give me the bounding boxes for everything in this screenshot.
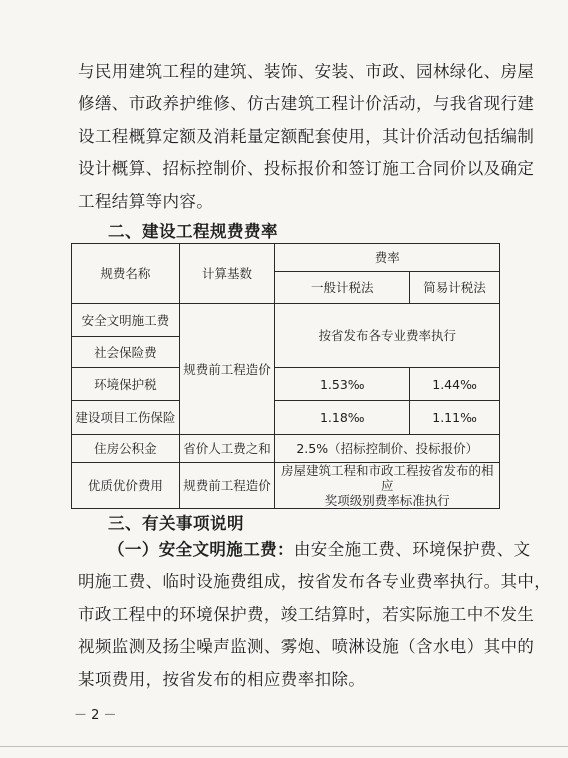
row-social-insurance: 社会保险费 xyxy=(72,337,180,368)
section3-heading: 三、有关事项说明 xyxy=(108,514,244,533)
cell-merged-rate: 按省发布各专业费率执行 xyxy=(275,304,500,368)
row-quality-fee: 优质优价费用 xyxy=(72,463,180,509)
row-injury-insurance: 建设项目工伤保险 xyxy=(72,401,180,435)
header-fee-name: 规费名称 xyxy=(72,244,180,304)
quality-rate-line: 奖项级别费率标准执行 xyxy=(324,493,450,508)
intro-line: 工程结算等内容。 xyxy=(78,191,214,211)
item1-title: （一）安全文明施工费： xyxy=(108,540,294,559)
cell-injury-simple: 1.11‰ xyxy=(410,401,500,435)
cell-injury-general: 1.18‰ xyxy=(275,401,410,435)
cell-env-general: 1.53‰ xyxy=(275,368,410,401)
cell-quality-rate xyxy=(275,463,500,509)
intro-paragraph xyxy=(78,56,535,218)
header-basis: 计算基数 xyxy=(179,244,275,304)
cell-quality-basis: 规费前工程造价 xyxy=(179,463,275,509)
cell-env-simple: 1.44‰ xyxy=(410,368,500,401)
cell-housing-basis: 省价人工费之和 xyxy=(179,435,275,463)
item1-line xyxy=(78,534,531,566)
body-line: 视频监测及扬尘噪声监测、雾炮、喷淋设施（含水电）其中的 xyxy=(78,637,535,657)
cell-basis-main: 规费前工程造价 xyxy=(179,304,275,435)
row-housing-fund: 住房公积金 xyxy=(72,435,180,463)
body-line: 市政工程中的环境保护费，竣工结算时，若实际施工中不发生 xyxy=(78,604,535,624)
intro-line: 设工程概算定额及消耗量定额配套使用，其计价活动包括编制 xyxy=(78,126,535,146)
page-number: － 2 － xyxy=(74,708,117,723)
intro-line: 与民用建筑工程的建筑、装饰、安装、市政、园林绿化、房屋 xyxy=(78,62,535,81)
header-rate: 费率 xyxy=(275,244,500,272)
body-line: 明施工费、临时设施费组成，按省发布各专业费率执行。其中， xyxy=(78,572,552,592)
fee-rate-table xyxy=(71,243,500,509)
item1-text: 由安全施工费、环境保护费、文 xyxy=(293,540,531,559)
body-line: 某项费用，按省发布的相应费率扣除。 xyxy=(78,669,366,689)
page-bottom-divider xyxy=(0,746,568,747)
intro-line: 修缮、市政养护维修、仿古建筑工程计价活动，与我省现行建 xyxy=(78,94,535,114)
quality-rate-line: 房屋建筑工程和市政工程按省发布的相应 xyxy=(280,463,494,493)
section2-heading: 二、建设工程规费费率 xyxy=(108,222,278,241)
cell-housing-rate: 2.5%（招标控制价、投标报价） xyxy=(275,435,500,463)
row-env-tax: 环境保护税 xyxy=(72,368,180,401)
header-general-method: 一般计税法 xyxy=(275,272,410,304)
header-simple-method: 简易计税法 xyxy=(410,272,500,304)
row-safety-fee: 安全文明施工费 xyxy=(72,304,180,337)
intro-line: 设计概算、招标控制价、投标报价和签订施工合同价以及确定 xyxy=(78,159,535,179)
notes-paragraph xyxy=(78,534,552,696)
